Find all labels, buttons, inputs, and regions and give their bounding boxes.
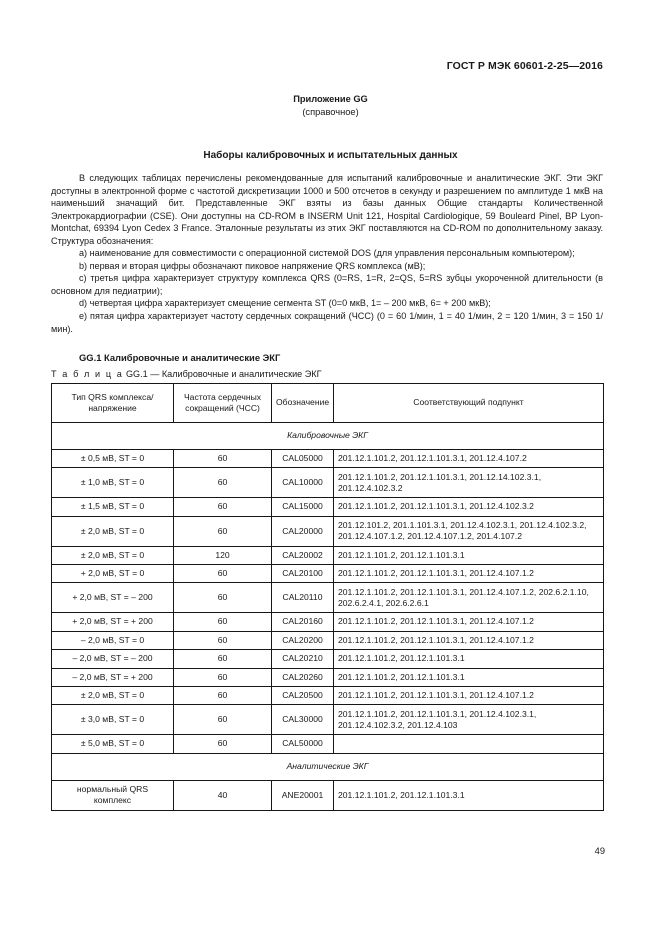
col-header-qrs-type-line1: Тип QRS комплекса/ (71, 391, 154, 402)
cell-heart-rate: 60 (174, 631, 272, 649)
table-row (52, 735, 604, 753)
cell-subclause: 201.12.1.101.2, 201.12.1.101.3.1, 201.12.4.107.1.2 (334, 631, 604, 649)
group-row-analytic (52, 753, 604, 780)
table-caption-rest: GG.1 — Калибровочные и аналитические ЭКГ (125, 369, 322, 379)
cell-designation: CAL20160 (272, 613, 334, 631)
table-row (52, 583, 604, 613)
table-row (52, 668, 604, 686)
col-header-heart-rate-line1: Частота сердечных (183, 391, 262, 402)
cell-heart-rate: 60 (174, 516, 272, 546)
cell-heart-rate: 60 (174, 650, 272, 668)
cell-heart-rate: 60 (174, 565, 272, 583)
cell-qrs-type: ± 5,0 мВ, ST = 0 (52, 735, 174, 753)
col-header-subclause: Соответствующий подпункт (334, 384, 604, 423)
cell-subclause: 201.12.1.101.2, 201.12.1.101.3.1, 201.12.4.102.3.1, 201.12.4.102.3.2, 201.12.4.103 (334, 705, 604, 735)
cell-subclause: 201.12.1.101.2, 201.12.1.101.3.1 (334, 650, 604, 668)
table-row (52, 565, 604, 583)
col-header-heart-rate-line2: сокращений (ЧСС) (185, 403, 260, 413)
paragraph-item-e: e) пятая цифра характеризует частоту сердечных сокращений (ЧСС) (0 = 60 1/мин, 1 = 40 1/мин, 2 = 120 1/мин, 3 = 150 1/мин). (51, 311, 603, 334)
cell-subclause: 201.12.1.101.2, 201.12.1.101.3.1, 201.12.4.107.1.2 (334, 613, 604, 631)
cell-subclause: 201.12.1.101.2, 201.12.1.101.3.1, 201.12.4.107.2 (334, 450, 604, 468)
subclause-heading: GG.1 Калибровочные и аналитические ЭКГ (79, 352, 281, 363)
table-caption (51, 369, 322, 379)
table-row (52, 498, 604, 516)
cell-qrs-type: ± 0,5 мВ, ST = 0 (52, 450, 174, 468)
cell-heart-rate: 60 (174, 668, 272, 686)
cell-designation: ANE20001 (272, 780, 334, 810)
calibration-table (51, 383, 604, 811)
cell-designation: CAL20200 (272, 631, 334, 649)
table-header-row (52, 384, 604, 423)
cell-subclause: 201.12.1.101.2, 201.12.1.101.3.1 (334, 668, 604, 686)
paragraph-item-d: d) четвертая цифра характеризует смещение сегмента ST (0=0 мкВ, 1= – 200 мкВ, 6= + 200 мкВ); (79, 298, 491, 309)
col-header-heart-rate (174, 384, 272, 423)
cell-heart-rate: 60 (174, 613, 272, 631)
table-row (52, 705, 604, 735)
cell-subclause: 201.12.1.101.2, 201.12.1.101.3.1 (334, 546, 604, 564)
cell-heart-rate: 60 (174, 735, 272, 753)
cell-designation: CAL20002 (272, 546, 334, 564)
cell-qrs-type-line2: комплекс (93, 795, 132, 806)
cell-subclause: 201.12.1.101.2, 201.12.1.101.3.1, 201.12.4.107.1.2 (334, 565, 604, 583)
group-label-analytic: Аналитические ЭКГ (52, 753, 604, 780)
table-row (52, 780, 604, 810)
cell-designation: CAL30000 (272, 705, 334, 735)
cell-designation: CAL10000 (272, 468, 334, 498)
cell-qrs-type: – 2,0 мВ, ST = + 200 (52, 668, 174, 686)
cell-subclause: 201.12.1.101.2, 201.12.1.101.3.1, 201.12.4.107.1.2, 202.6.2.1.10, 202.6.2.4.1, 202.6.2.6.1 (334, 583, 604, 613)
cell-heart-rate: 60 (174, 468, 272, 498)
group-label-calibration: Калибровочные ЭКГ (52, 423, 604, 450)
table-header (52, 384, 604, 423)
annex-subtitle: (справочное) (302, 107, 359, 117)
cell-qrs-type-line1: нормальный QRS (76, 783, 149, 794)
calibration-table-wrapper (51, 383, 603, 811)
table-row (52, 631, 604, 649)
body-text (51, 172, 603, 335)
cell-designation: CAL20000 (272, 516, 334, 546)
annex-heading (0, 93, 661, 119)
cell-qrs-type: ± 2,0 мВ, ST = 0 (52, 546, 174, 564)
cell-qrs-type: – 2,0 мВ, ST = – 200 (52, 650, 174, 668)
section-title: Наборы калибровочных и испытательных данных (203, 150, 458, 161)
col-header-qrs-type (52, 384, 174, 423)
cell-subclause: 201.12.101.2, 201.1.101.3.1, 201.12.4.102.3.1, 201.12.4.102.3.2, 201.12.4.107.1.2, 201.12.4.107.1.2, 201.4.107.2 (334, 516, 604, 546)
running-head: ГОСТ Р МЭК 60601-2-25—2016 (446, 60, 603, 72)
cell-designation: CAL20210 (272, 650, 334, 668)
page-number: 49 (594, 846, 605, 856)
annex-title: Приложение GG (293, 94, 368, 104)
cell-subclause: 201.12.1.101.2, 201.12.1.101.3.1, 201.12.14.102.3.1, 201.12.4.102.3.2 (334, 468, 604, 498)
table-row (52, 687, 604, 705)
cell-qrs-type: ± 2,0 мВ, ST = 0 (52, 687, 174, 705)
table-row (52, 468, 604, 498)
cell-heart-rate: 60 (174, 450, 272, 468)
cell-subclause: 201.12.1.101.2, 201.12.1.101.3.1 (334, 780, 604, 810)
cell-heart-rate: 60 (174, 705, 272, 735)
cell-qrs-type (52, 780, 174, 810)
cell-heart-rate: 60 (174, 687, 272, 705)
cell-heart-rate: 60 (174, 498, 272, 516)
cell-qrs-type: ± 3,0 мВ, ST = 0 (52, 705, 174, 735)
cell-designation: CAL20500 (272, 687, 334, 705)
paragraph-item-a: a) наименование для совместимости с операционной системой DOS (для управления персональным компьютером); (79, 248, 575, 259)
cell-subclause (334, 735, 604, 753)
cell-qrs-type: – 2,0 мВ, ST = 0 (52, 631, 174, 649)
col-header-designation: Обозначение (272, 384, 334, 423)
table-body (52, 423, 604, 811)
cell-subclause: 201.12.1.101.2, 201.12.1.101.3.1, 201.12.4.107.1.2 (334, 687, 604, 705)
cell-qrs-type: ± 1,5 мВ, ST = 0 (52, 498, 174, 516)
table-row (52, 650, 604, 668)
cell-qrs-type: + 2,0 мВ, ST = 0 (52, 565, 174, 583)
cell-qrs-type: ± 1,0 мВ, ST = 0 (52, 468, 174, 498)
table-caption-label: Т а б л и ц а (51, 369, 124, 379)
table-row (52, 546, 604, 564)
cell-heart-rate: 60 (174, 583, 272, 613)
cell-designation: CAL50000 (272, 735, 334, 753)
cell-designation: CAL20110 (272, 583, 334, 613)
table-row (52, 450, 604, 468)
cell-designation: CAL20100 (272, 565, 334, 583)
cell-designation: CAL05000 (272, 450, 334, 468)
cell-heart-rate: 40 (174, 780, 272, 810)
cell-subclause: 201.12.1.101.2, 201.12.1.101.3.1, 201.12.4.102.3.2 (334, 498, 604, 516)
paragraph-item-b: b) первая и вторая цифры обозначают пиковое напряжение QRS комплекса (мВ); (79, 260, 426, 271)
table-row (52, 613, 604, 631)
col-header-qrs-type-line2: напряжение (88, 403, 137, 413)
cell-qrs-type: + 2,0 мВ, ST = + 200 (52, 613, 174, 631)
paragraph-intro: В следующих таблицах перечислены рекомендованные для испытаний калибровочные и аналитические ЭКГ. Эти ЭКГ доступны в электронной форме с частотой дискретизации 1000 и 500 отсчетов в секунду и разрешением по амплитуде 1 мкВ на наименьший значащий бит. Представленные ЭКГ взяты из базы данных Общие стандарты Количественной Электрокардиографии (CSE). Они доступны на CD-ROM в INSERM Unit 121, Hospital Cardiologique, 59 Bouleard Pinel, BP Lyon-Montchat, 69394 Lyon Cedex 3 France. Эталонные результаты из этих ЭКГ поставляются на CD-ROM по дополнительному заказу. Структура обозначения: (51, 173, 603, 246)
cell-designation: CAL15000 (272, 498, 334, 516)
cell-designation: CAL20260 (272, 668, 334, 686)
paragraph-item-c: c) третья цифра характеризует структуру комплекса QRS (0=RS, 1=R, 2=QS, 5=RS зубцы укороченной длительности (в основном для педиатрии); (51, 273, 603, 296)
cell-qrs-type: + 2,0 мВ, ST = – 200 (52, 583, 174, 613)
table-row (52, 516, 604, 546)
group-row-calibration (52, 423, 604, 450)
cell-qrs-type: ± 2,0 мВ, ST = 0 (52, 516, 174, 546)
cell-heart-rate: 120 (174, 546, 272, 564)
